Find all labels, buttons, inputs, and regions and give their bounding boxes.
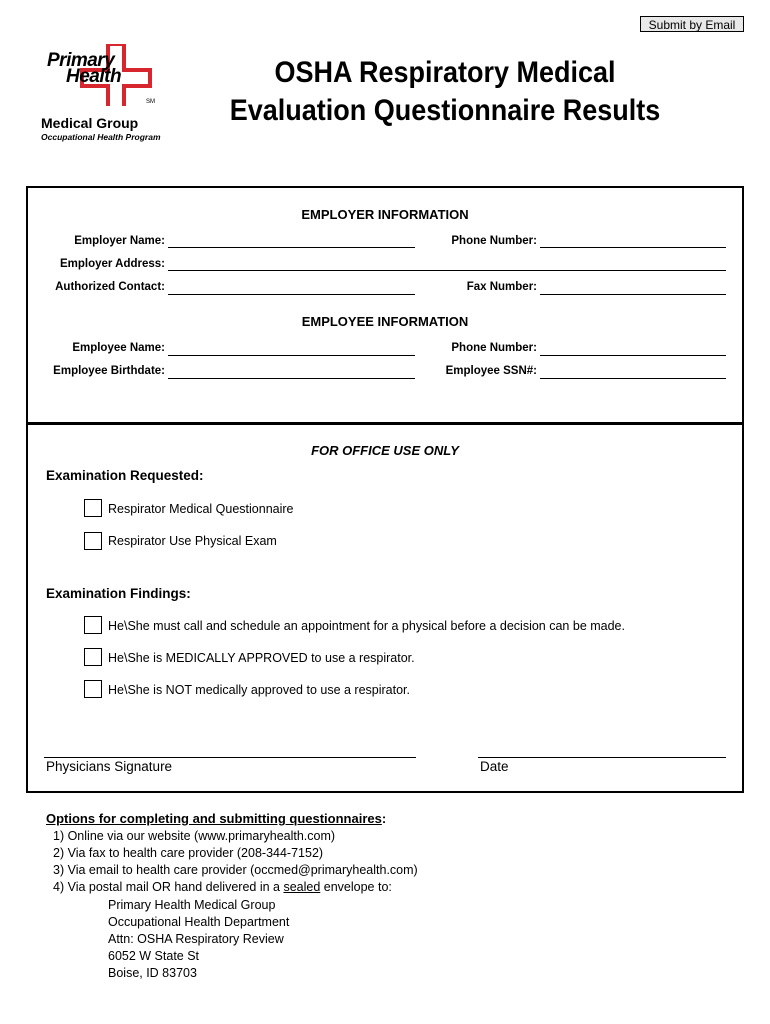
office-use-heading: FOR OFFICE USE ONLY <box>311 443 459 458</box>
logo-text-health: Health <box>66 66 122 87</box>
physician-signature-label: Physicians Signature <box>46 759 173 774</box>
employer-name-field[interactable] <box>168 247 415 248</box>
authorized-contact-field[interactable] <box>168 294 415 295</box>
checkbox-finding-schedule[interactable] <box>84 616 102 634</box>
option-physical-exam: Respirator Use Physical Exam <box>108 534 277 548</box>
title-line-2: Evaluation Questionnaire Results <box>229 94 661 127</box>
submit-by-email-button[interactable]: Submit by Email <box>640 16 744 32</box>
employee-ssn-field[interactable] <box>540 378 726 379</box>
option-item: 2) Via fax to health care provider (208-344-7152) <box>53 846 324 860</box>
employer-heading: EMPLOYER INFORMATION <box>301 207 469 222</box>
checkbox-physical-exam[interactable] <box>84 532 102 550</box>
address-line: 6052 W State St <box>108 949 200 963</box>
employee-phone-label: Phone Number: <box>451 342 537 354</box>
employee-ssn-label: Employee SSN#: <box>445 365 537 377</box>
finding-schedule: He\She must call and schedule an appointment for a physical before a decision can be made. <box>108 619 625 633</box>
option-medical-questionnaire: Respirator Medical Questionnaire <box>108 502 294 516</box>
fax-number-field[interactable] <box>540 294 726 295</box>
page-title <box>211 54 679 130</box>
employee-birthdate-label: Employee Birthdate: <box>53 365 165 377</box>
employer-address-field[interactable] <box>168 270 726 271</box>
finding-not-approved: He\She is NOT medically approved to use a respirator. <box>108 683 410 697</box>
employee-name-label: Employee Name: <box>72 342 165 354</box>
employer-phone-field[interactable] <box>540 247 726 248</box>
employee-name-field[interactable] <box>168 355 415 356</box>
employer-name-label: Employer Name: <box>74 235 165 247</box>
title-line-1: OSHA Respiratory Medical <box>274 56 616 89</box>
options-heading: Options for completing and submitting questionnaires <box>46 811 382 826</box>
exam-findings-label: Examination Findings: <box>46 586 191 601</box>
address-line: Occupational Health Department <box>108 915 290 929</box>
logo-sm-mark: SM <box>146 99 155 105</box>
employee-phone-field[interactable] <box>540 355 726 356</box>
options-list <box>53 828 418 896</box>
options-heading-wrap <box>46 810 386 828</box>
employer-address-label: Employer Address: <box>59 258 165 270</box>
date-label: Date <box>480 759 509 774</box>
date-line[interactable] <box>478 757 726 758</box>
address-line: Boise, ID 83703 <box>108 966 197 980</box>
authorized-contact-label: Authorized Contact: <box>55 281 165 293</box>
option-item: 1) Online via our website (www.primaryhealth.com) <box>53 829 336 843</box>
employer-phone-label: Phone Number: <box>451 235 537 247</box>
option-item-4: 4) Via postal mail OR hand delivered in a sealed envelope to: <box>53 880 392 894</box>
address-line: Primary Health Medical Group <box>108 898 276 912</box>
option-item: 3) Via email to health care provider (occmed@primaryhealth.com) <box>53 863 418 877</box>
employee-birthdate-field[interactable] <box>168 378 415 379</box>
mailing-address <box>108 897 289 982</box>
primary-health-logo <box>40 44 170 144</box>
signature-line[interactable] <box>44 757 416 758</box>
options-heading-colon: : <box>381 811 387 826</box>
logo-text-occupational: Occupational Health Program <box>41 132 161 142</box>
logo-text-primary: Primary <box>47 50 115 71</box>
fax-number-label: Fax Number: <box>466 281 537 293</box>
checkbox-finding-not-approved[interactable] <box>84 680 102 698</box>
exam-requested-label: Examination Requested: <box>46 468 204 483</box>
address-line: Attn: OSHA Respiratory Review <box>108 932 284 946</box>
checkbox-medical-questionnaire[interactable] <box>84 499 102 517</box>
finding-approved: He\She is MEDICALLY APPROVED to use a respirator. <box>108 651 415 665</box>
logo-text-medical-group: Medical Group <box>41 115 139 131</box>
employee-heading: EMPLOYEE INFORMATION <box>301 314 469 329</box>
checkbox-finding-approved[interactable] <box>84 648 102 666</box>
